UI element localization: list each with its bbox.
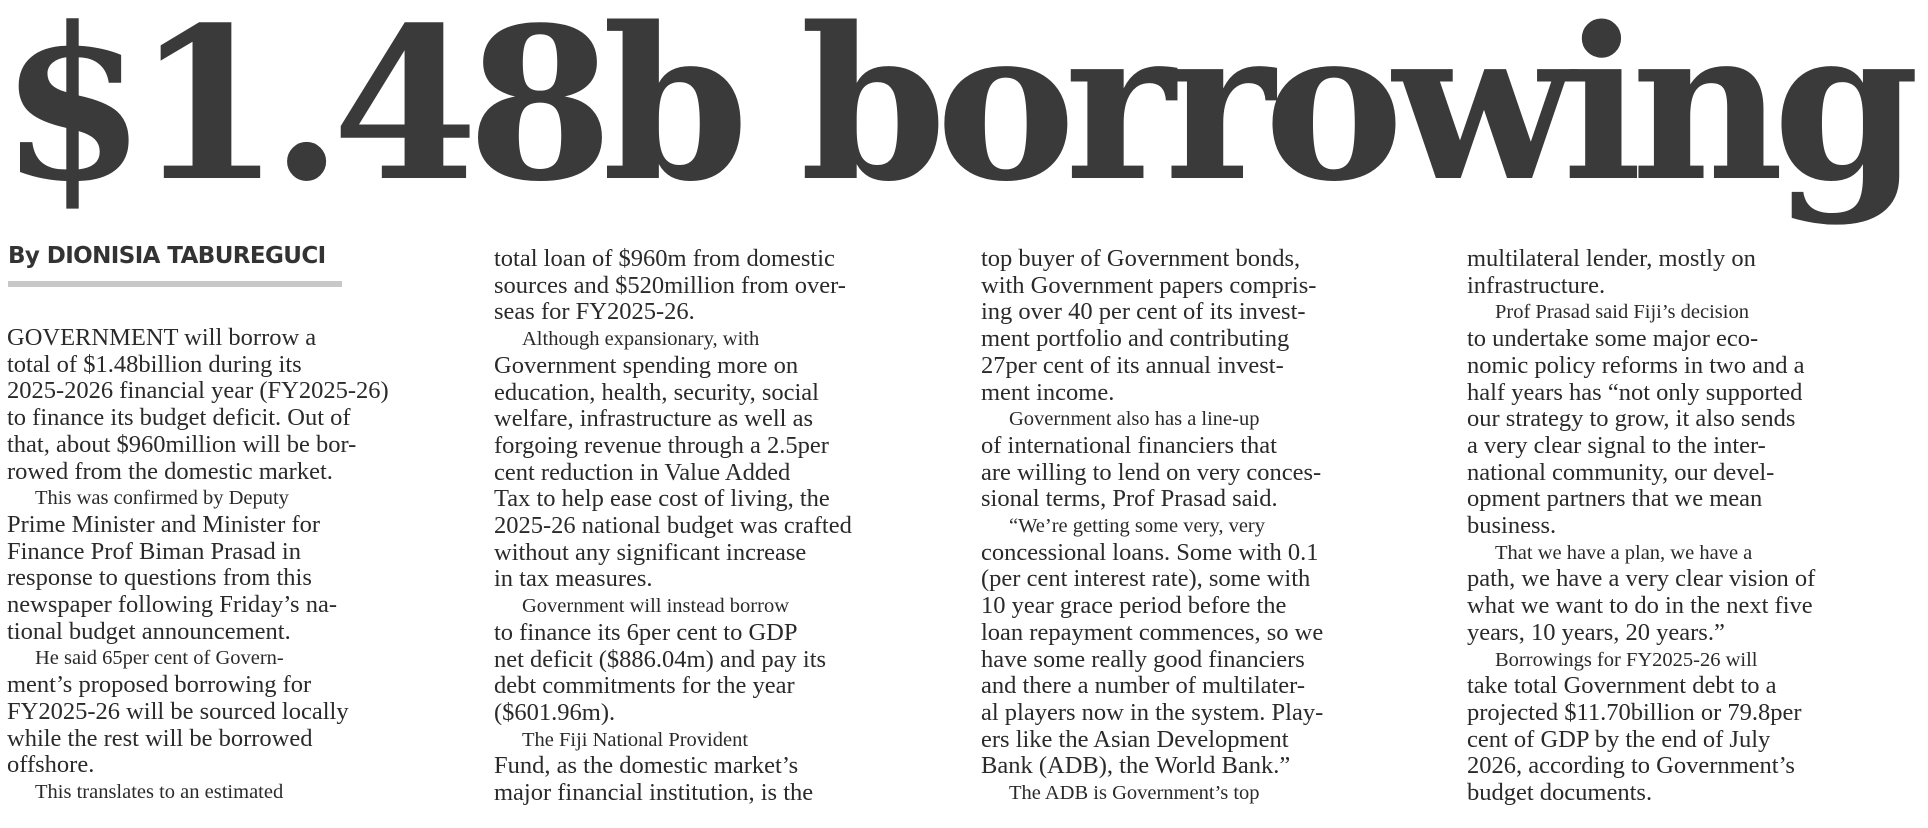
article-line: education, health, security, social bbox=[494, 378, 819, 406]
article-line: path, we have a very clear vision of bbox=[1467, 565, 1816, 593]
article-line: half years has “not only supported bbox=[1467, 378, 1803, 406]
article-column-4 bbox=[1467, 246, 1928, 807]
article-line: have some really good financiers bbox=[981, 645, 1305, 673]
article-line: ment portfolio and contributing bbox=[981, 325, 1290, 353]
article-line: 10 year grace period before the bbox=[981, 592, 1287, 620]
article-line: total of $1.48billion during its bbox=[7, 350, 302, 378]
article-line: nomic policy reforms in two and a bbox=[1467, 351, 1805, 379]
article-line: ers like the Asian Development bbox=[981, 725, 1289, 753]
article-line: Bank (ADB), the World Bank.” bbox=[981, 752, 1291, 780]
article-line: take total Government debt to a bbox=[1467, 672, 1777, 700]
article-line: He said 65per cent of Govern- bbox=[35, 647, 284, 670]
article-line: without any significant increase bbox=[494, 538, 807, 566]
article-line: Prof Prasad said Fiji’s decision bbox=[1495, 301, 1749, 324]
article-line: loan repayment commences, so we bbox=[981, 618, 1324, 646]
article-line: This translates to an estimated bbox=[35, 780, 284, 803]
article-line: Tax to help ease cost of living, the bbox=[494, 485, 830, 513]
article-line: Government also has a line-up bbox=[1009, 408, 1260, 431]
article-line: 2025-2026 financial year (FY2025-26) bbox=[7, 377, 389, 405]
article-line: al players now in the system. Play- bbox=[981, 698, 1324, 726]
article-line: budget documents. bbox=[1467, 779, 1653, 807]
article-line: 2025-26 national budget was crafted bbox=[494, 512, 852, 540]
article-line: multilateral lender, mostly on bbox=[1467, 245, 1756, 272]
article-line: that, about $960million will be bor- bbox=[7, 430, 357, 458]
article-line: national community, our devel- bbox=[1467, 458, 1775, 486]
article-line: welfare, infrastructure as well as bbox=[494, 405, 814, 433]
article-line: net deficit ($886.04m) and pay its bbox=[494, 645, 827, 673]
article-line: of international financiers that bbox=[981, 431, 1277, 459]
article-line: total loan of $960m from domestic bbox=[494, 245, 835, 272]
article-line: Although expansionary, with bbox=[522, 328, 760, 351]
article-line: to finance its 6per cent to GDP bbox=[494, 618, 798, 646]
article-line: projected $11.70billion or 79.8per bbox=[1467, 698, 1802, 726]
article-line: response to questions from this bbox=[7, 564, 312, 592]
article-column-1 bbox=[7, 325, 469, 806]
article-line: GOVERNMENT will borrow a bbox=[7, 324, 317, 351]
article-line: concessional loans. Some with 0.1 bbox=[981, 538, 1319, 566]
article-line: are willing to lend on very conces- bbox=[981, 458, 1322, 486]
article-line: Government spending more on bbox=[494, 351, 799, 379]
article-line: 2026, according to Government’s bbox=[1467, 752, 1795, 780]
article-line: to finance its budget deficit. Out of bbox=[7, 404, 351, 432]
article-line: Prime Minister and Minister for bbox=[7, 510, 321, 538]
article-line: debt commitments for the year bbox=[494, 672, 795, 700]
article-line: what we want to do in the next five bbox=[1467, 592, 1813, 620]
article-column-3 bbox=[981, 246, 1443, 807]
article-line: a very clear signal to the inter- bbox=[1467, 431, 1766, 459]
article-line: ($601.96m). bbox=[494, 698, 616, 726]
article-line: Borrowings for FY2025-26 will bbox=[1495, 648, 1758, 671]
article-line: “We’re getting some very, very bbox=[1009, 515, 1266, 538]
article-line: Finance Prof Biman Prasad in bbox=[7, 537, 301, 565]
article-line: FY2025-26 will be sourced locally bbox=[7, 697, 349, 725]
article-line: The ADB is Government’s top bbox=[1009, 782, 1260, 805]
article-line: with Government papers compris- bbox=[981, 271, 1317, 299]
byline: By DIONISIA TABUREGUCI bbox=[8, 243, 326, 269]
article-line: in tax measures. bbox=[494, 565, 653, 593]
article-line: (per cent interest rate), some with bbox=[981, 565, 1311, 593]
article-line: major financial institution, is the bbox=[494, 779, 814, 807]
article-line: sional terms, Prof Prasad said. bbox=[981, 485, 1278, 513]
article-line: while the rest will be borrowed bbox=[7, 724, 313, 752]
article-line: Government will instead borrow bbox=[522, 595, 790, 618]
article-column-2 bbox=[494, 246, 956, 807]
article-line: top buyer of Government bonds, bbox=[981, 245, 1301, 272]
article-line: ment’s proposed borrowing for bbox=[7, 671, 312, 699]
article-line: years, 10 years, 20 years.” bbox=[1467, 618, 1725, 646]
article-line: newspaper following Friday’s na- bbox=[7, 591, 337, 619]
article-line: sources and $520million from over- bbox=[494, 271, 846, 299]
article-line: and there a number of multilater- bbox=[981, 672, 1306, 700]
article-line: 27per cent of its annual invest- bbox=[981, 351, 1284, 379]
article-line: rowed from the domestic market. bbox=[7, 457, 333, 485]
article-line: to undertake some major eco- bbox=[1467, 325, 1759, 353]
headline: $1.48b borrowing bbox=[0, 0, 1909, 228]
article-line: infrastructure. bbox=[1467, 271, 1606, 299]
article-line: cent reduction in Value Added bbox=[494, 458, 791, 486]
byline-divider bbox=[8, 281, 342, 287]
article-line: That we have a plan, we have a bbox=[1495, 541, 1753, 564]
article-line: ment income. bbox=[981, 378, 1115, 406]
article-line: tional budget announcement. bbox=[7, 617, 291, 645]
article-line: cent of GDP by the end of July bbox=[1467, 725, 1771, 753]
article-line: our strategy to grow, it also sends bbox=[1467, 405, 1796, 433]
article-line: business. bbox=[1467, 512, 1557, 540]
article-line: ing over 40 per cent of its invest- bbox=[981, 298, 1306, 326]
article-line: offshore. bbox=[7, 751, 95, 779]
article-line: forgoing revenue through a 2.5per bbox=[494, 431, 829, 459]
article-line: The Fiji National Provident bbox=[522, 728, 749, 751]
article-line: opment partners that we mean bbox=[1467, 485, 1763, 513]
article-line: seas for FY2025-26. bbox=[494, 298, 695, 326]
article-line: Fund, as the domestic market’s bbox=[494, 752, 799, 780]
article-line: This was confirmed by Deputy bbox=[35, 487, 289, 510]
